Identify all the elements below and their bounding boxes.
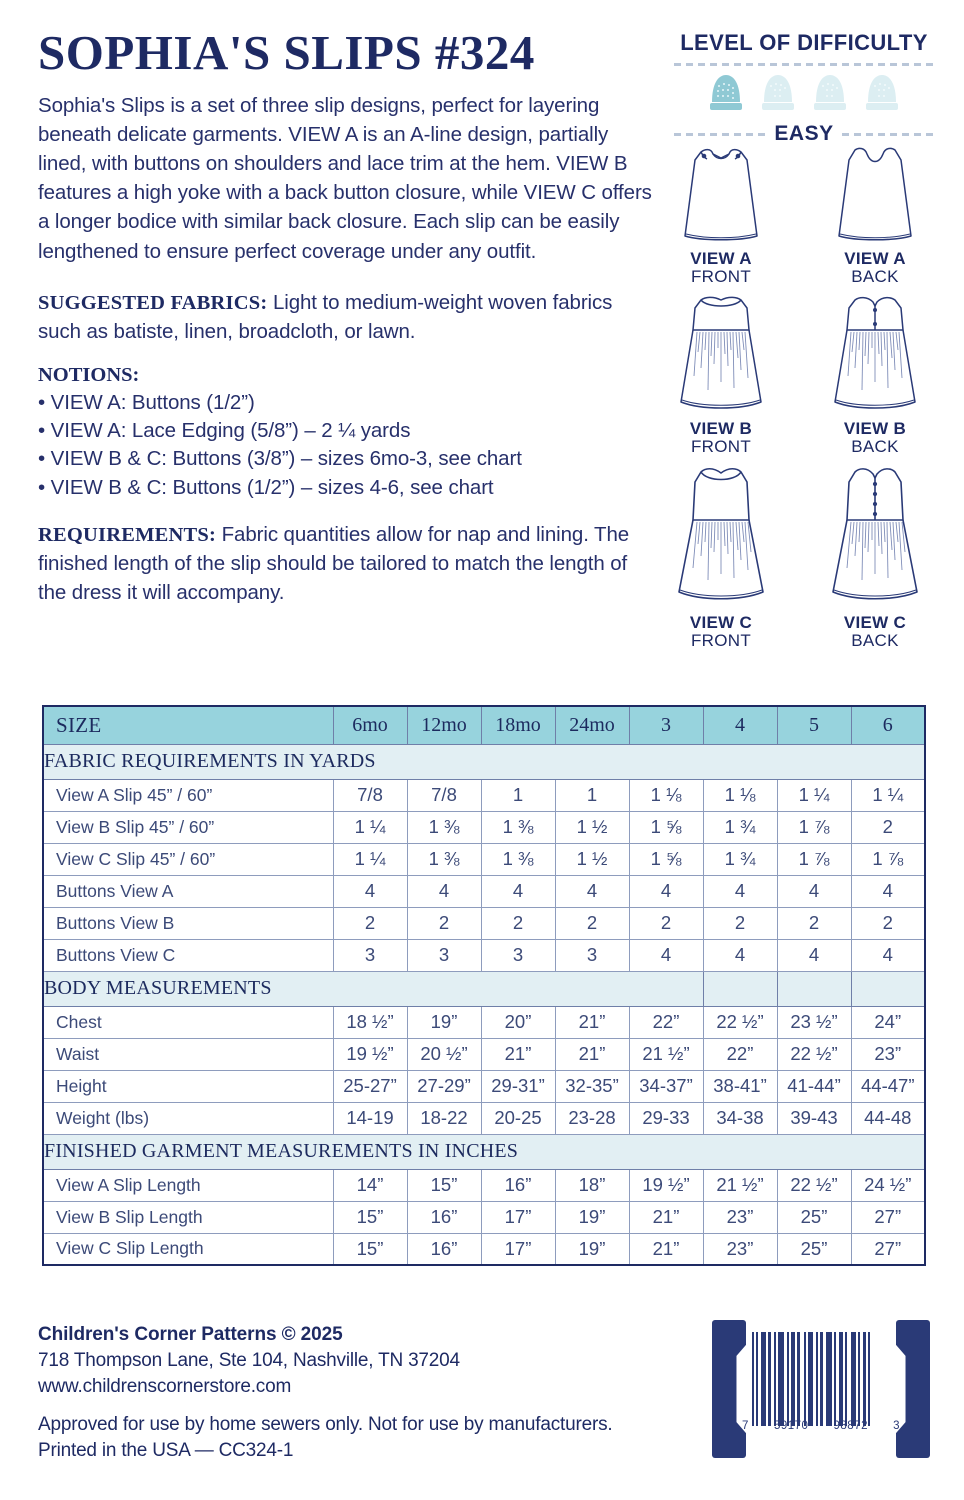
cell: 23” — [703, 1201, 777, 1233]
cell: 3 — [555, 939, 629, 971]
view-side: FRONT — [690, 437, 752, 457]
cell: 25-27” — [333, 1070, 407, 1102]
cell: 16” — [407, 1233, 481, 1265]
cell: 16” — [481, 1169, 555, 1201]
description-column — [38, 25, 658, 625]
cell: 4 — [407, 875, 481, 907]
cell: 4 — [629, 875, 703, 907]
cell: 20-25 — [481, 1102, 555, 1134]
cell: 2 — [407, 907, 481, 939]
cell: 23-28 — [555, 1102, 629, 1134]
difficulty-title: LEVEL OF DIFFICULTY — [680, 30, 928, 55]
cell: 21 ½” — [629, 1038, 703, 1070]
cell: 44-48 — [851, 1102, 925, 1134]
cell: 4 — [333, 875, 407, 907]
notions-section — [38, 364, 658, 502]
section-header-fabric — [43, 744, 925, 779]
view-label-b-back — [802, 420, 948, 456]
section-header-finished — [43, 1134, 925, 1169]
section-spacer — [703, 971, 777, 1006]
suggested-fabrics-section — [38, 288, 658, 346]
cell: 1 ¼ — [333, 843, 407, 875]
notion-item: • VIEW B & C: Buttons (1/2”) – sizes 4-6, see chart — [38, 475, 494, 499]
cell: 19 ½” — [333, 1038, 407, 1070]
company-website[interactable]: www.childrenscornerstore.com — [38, 1375, 292, 1397]
notion-item: • VIEW A: Lace Edging (5/8”) – 2 ¼ yards — [38, 419, 411, 443]
cell: 1 ⅞ — [777, 811, 851, 843]
cell: 22 ½” — [703, 1006, 777, 1038]
cell: 2 — [851, 811, 925, 843]
slip-a-back-icon — [802, 140, 948, 248]
dashed-divider-right — [842, 133, 934, 136]
view-side: FRONT — [690, 267, 752, 287]
cell: 1 ¾ — [703, 811, 777, 843]
cell: 17” — [481, 1201, 555, 1233]
cell: 19” — [555, 1201, 629, 1233]
view-cell-c-back — [802, 460, 948, 650]
table-row — [43, 907, 925, 939]
cell: 1 ¼ — [333, 811, 407, 843]
barcode-digits — [742, 1420, 900, 1432]
cell: 32-35” — [555, 1070, 629, 1102]
cell: 2 — [777, 907, 851, 939]
size-chart — [42, 705, 926, 1266]
cell: 23” — [851, 1038, 925, 1070]
cell: 21” — [555, 1038, 629, 1070]
cell: 1 ⅝ — [629, 811, 703, 843]
cell: 29-33 — [629, 1102, 703, 1134]
view-side: FRONT — [690, 631, 752, 651]
view-name: VIEW B — [843, 419, 907, 439]
view-cell-b-back — [802, 290, 948, 456]
row-label: View C Slip 45” / 60” — [43, 843, 333, 875]
slip-a-front-icon — [648, 140, 794, 248]
cell: 14” — [333, 1169, 407, 1201]
suggested-fabrics-text: Light to medium-weight woven fabrics such as batiste, linen, broadcloth, or lawn. — [38, 290, 613, 343]
column-header-6: 6 — [851, 706, 925, 744]
cell: 2 — [629, 907, 703, 939]
cell: 2 — [333, 907, 407, 939]
view-row-a — [648, 140, 948, 286]
cell: 19 ½” — [629, 1169, 703, 1201]
column-header-6mo: 6mo — [333, 706, 407, 744]
barcode-bars — [752, 1332, 890, 1426]
column-header-4: 4 — [703, 706, 777, 744]
cell: 24” — [851, 1006, 925, 1038]
table-row — [43, 1006, 925, 1038]
thimble-icon-empty — [758, 72, 798, 118]
view-illustrations — [648, 140, 948, 650]
view-cell-a-back — [802, 140, 948, 286]
table-row — [43, 1038, 925, 1070]
column-header-3: 3 — [629, 706, 703, 744]
cell: 27-29” — [407, 1070, 481, 1102]
table-row — [43, 1201, 925, 1233]
barcode-group-1: 59170 — [773, 1420, 809, 1432]
slip-b-front-icon — [648, 290, 794, 418]
barcode — [712, 1312, 930, 1467]
footer — [38, 1322, 678, 1464]
cell: 15” — [333, 1233, 407, 1265]
size-chart-header-row — [43, 706, 925, 744]
row-label: Waist — [43, 1038, 333, 1070]
thimble-icon-empty — [862, 72, 902, 118]
cell: 3 — [407, 939, 481, 971]
view-side: BACK — [851, 437, 899, 457]
thimble-rating — [674, 72, 934, 118]
cell: 4 — [629, 939, 703, 971]
column-header-18mo: 18mo — [481, 706, 555, 744]
table-row — [43, 875, 925, 907]
size-chart-body — [43, 744, 925, 1265]
cell: 38-41” — [703, 1070, 777, 1102]
cell: 23 ½” — [777, 1006, 851, 1038]
cell: 44-47” — [851, 1070, 925, 1102]
view-label-a-back — [802, 250, 948, 286]
view-name: VIEW A — [844, 249, 906, 268]
row-label: View A Slip 45” / 60” — [43, 779, 333, 811]
section-spacer — [777, 971, 851, 1006]
thimble-icon-empty — [810, 72, 850, 118]
notion-item: • VIEW B & C: Buttons (3/8”) – sizes 6mo-3, see chart — [38, 447, 522, 471]
cell: 16” — [407, 1201, 481, 1233]
view-cell-a-front — [648, 140, 794, 286]
table-row — [43, 1233, 925, 1265]
suggested-fabrics-heading: SUGGESTED FABRICS: — [38, 291, 268, 314]
cell: 22 ½” — [777, 1169, 851, 1201]
slip-c-back-icon — [802, 460, 948, 612]
cell: 4 — [703, 875, 777, 907]
table-row — [43, 1070, 925, 1102]
view-name: VIEW B — [689, 419, 753, 439]
cell: 34-37” — [629, 1070, 703, 1102]
cell: 1 ⅜ — [407, 811, 481, 843]
level-of-difficulty — [674, 30, 934, 146]
cell: 23” — [703, 1233, 777, 1265]
requirements-heading: REQUIREMENTS: — [38, 524, 217, 546]
cell: 25” — [777, 1201, 851, 1233]
cell: 27” — [851, 1233, 925, 1265]
table-row — [43, 1102, 925, 1134]
cell: 7/8 — [407, 779, 481, 811]
cell: 4 — [777, 875, 851, 907]
cell: 1 — [555, 779, 629, 811]
cell: 21” — [629, 1233, 703, 1265]
cell: 7/8 — [333, 779, 407, 811]
cell: 3 — [333, 939, 407, 971]
section-spacer — [851, 971, 925, 1006]
section-header-body — [43, 971, 925, 1006]
cell: 1 ¼ — [851, 779, 925, 811]
slip-c-front-icon — [648, 460, 794, 612]
requirements-section — [38, 520, 658, 607]
cell: 2 — [703, 907, 777, 939]
row-label: Buttons View A — [43, 875, 333, 907]
view-cell-b-front — [648, 290, 794, 456]
cell: 4 — [481, 875, 555, 907]
row-label: Buttons View B — [43, 907, 333, 939]
printed-line: Printed in the USA — CC324-1 — [38, 1440, 294, 1462]
table-row — [43, 779, 925, 811]
view-label-b-front — [648, 420, 794, 456]
barcode-group-2: 98872 — [833, 1420, 868, 1432]
view-side: BACK — [851, 631, 899, 651]
cell: 22” — [703, 1038, 777, 1070]
cell: 4 — [777, 939, 851, 971]
row-label: View B Slip Length — [43, 1201, 333, 1233]
table-row — [43, 843, 925, 875]
cell: 1 ½ — [555, 843, 629, 875]
barcode-right-shape — [896, 1320, 930, 1458]
view-label-c-front — [648, 614, 794, 650]
cell: 1 ⅜ — [481, 811, 555, 843]
difficulty-label: EASY — [774, 122, 834, 145]
barcode-left-shape — [712, 1320, 746, 1458]
view-row-c — [648, 460, 948, 650]
cell: 18 ½” — [333, 1006, 407, 1038]
column-header-5: 5 — [777, 706, 851, 744]
cell: 2 — [555, 907, 629, 939]
cell: 21” — [629, 1201, 703, 1233]
cell: 21 ½” — [703, 1169, 777, 1201]
view-row-b — [648, 290, 948, 456]
view-label-c-back — [802, 614, 948, 650]
cell: 1 ½ — [555, 811, 629, 843]
table-row — [43, 811, 925, 843]
size-chart-table — [42, 705, 926, 1266]
cell: 2 — [481, 907, 555, 939]
row-label: View B Slip 45” / 60” — [43, 811, 333, 843]
row-label: View A Slip Length — [43, 1169, 333, 1201]
cell: 1 ⅝ — [629, 843, 703, 875]
section-title: BODY MEASUREMENTS — [43, 971, 703, 1006]
table-row — [43, 939, 925, 971]
cell: 14-19 — [333, 1102, 407, 1134]
row-label: Weight (lbs) — [43, 1102, 333, 1134]
barcode-digit-right: 3 — [893, 1420, 900, 1432]
cell: 29-31” — [481, 1070, 555, 1102]
cell: 1 ⅞ — [777, 843, 851, 875]
usage-notice: Approved for use by home sewers only. Not for use by manufacturers. — [38, 1414, 613, 1436]
column-header-24mo: 24mo — [555, 706, 629, 744]
cell: 15” — [333, 1201, 407, 1233]
cell: 1 ¼ — [777, 779, 851, 811]
cell: 22” — [629, 1006, 703, 1038]
row-label: View C Slip Length — [43, 1233, 333, 1265]
cell: 27” — [851, 1201, 925, 1233]
table-row — [43, 1169, 925, 1201]
cell: 17” — [481, 1233, 555, 1265]
company-name: Children's Corner Patterns © 2025 — [38, 1324, 343, 1345]
page-title: SOPHIA'S SLIPS #324 — [38, 25, 535, 80]
cell: 1 ⅛ — [703, 779, 777, 811]
cell: 34-38 — [703, 1102, 777, 1134]
cell: 4 — [851, 939, 925, 971]
intro-paragraph: Sophia's Slips is a set of three slip designs, perfect for layering beneath delicate garments. VIEW A is an A-line design, partially lined, with buttons on shoulders and lace trim at the hem. VIEW B features a high yoke with a back button closure, while VIEW C offers a longer bodice with similar back closure. Each slip can be easily lengthened to ensure perfect coverage under any outfit. — [38, 94, 652, 263]
company-address: 718 Thompson Lane, Ste 104, Nashville, TN 37204 — [38, 1349, 460, 1371]
cell: 19” — [555, 1233, 629, 1265]
view-name: VIEW C — [843, 613, 907, 633]
cell: 20” — [481, 1006, 555, 1038]
cell: 18” — [555, 1169, 629, 1201]
cell: 22 ½” — [777, 1038, 851, 1070]
column-header-12mo: 12mo — [407, 706, 481, 744]
cell: 20 ½” — [407, 1038, 481, 1070]
cell: 4 — [703, 939, 777, 971]
cell: 1 ⅛ — [629, 779, 703, 811]
view-side: BACK — [851, 267, 899, 287]
cell: 19” — [407, 1006, 481, 1038]
cell: 1 ¾ — [703, 843, 777, 875]
view-cell-c-front — [648, 460, 794, 650]
cell: 1 — [481, 779, 555, 811]
cell: 24 ½” — [851, 1169, 925, 1201]
view-name: VIEW C — [689, 613, 753, 633]
view-name: VIEW A — [690, 249, 752, 268]
cell: 1 ⅞ — [851, 843, 925, 875]
barcode-core — [742, 1332, 900, 1452]
cell: 3 — [481, 939, 555, 971]
requirements-text: Fabric quantities allow for nap and lining. The finished length of the slip should be tailored to match the length of the dress it will accompany. — [38, 523, 630, 605]
section-title: FINISHED GARMENT MEASUREMENTS IN INCHES — [43, 1134, 925, 1169]
cell: 2 — [851, 907, 925, 939]
section-title: FABRIC REQUIREMENTS IN YARDS — [43, 744, 925, 779]
barcode-digit-left: 7 — [742, 1420, 749, 1432]
thimble-icon-filled — [706, 72, 746, 118]
notions-heading: NOTIONS: — [38, 363, 140, 386]
cell: 15” — [407, 1169, 481, 1201]
row-label: Buttons View C — [43, 939, 333, 971]
cell: 41-44” — [777, 1070, 851, 1102]
cell: 21” — [481, 1038, 555, 1070]
view-label-a-front — [648, 250, 794, 286]
cell: 4 — [851, 875, 925, 907]
cell: 4 — [555, 875, 629, 907]
cell: 18-22 — [407, 1102, 481, 1134]
cell: 39-43 — [777, 1102, 851, 1134]
slip-b-back-icon — [802, 290, 948, 418]
cell: 1 ⅜ — [407, 843, 481, 875]
cell: 1 ⅜ — [481, 843, 555, 875]
dashed-divider-left — [674, 133, 766, 136]
notion-item: • VIEW A: Buttons (1/2”) — [38, 390, 255, 414]
column-header-size: SIZE — [43, 706, 333, 744]
row-label: Chest — [43, 1006, 333, 1038]
row-label: Height — [43, 1070, 333, 1102]
cell: 21” — [555, 1006, 629, 1038]
dashed-divider-top — [674, 63, 934, 66]
cell: 25” — [777, 1233, 851, 1265]
